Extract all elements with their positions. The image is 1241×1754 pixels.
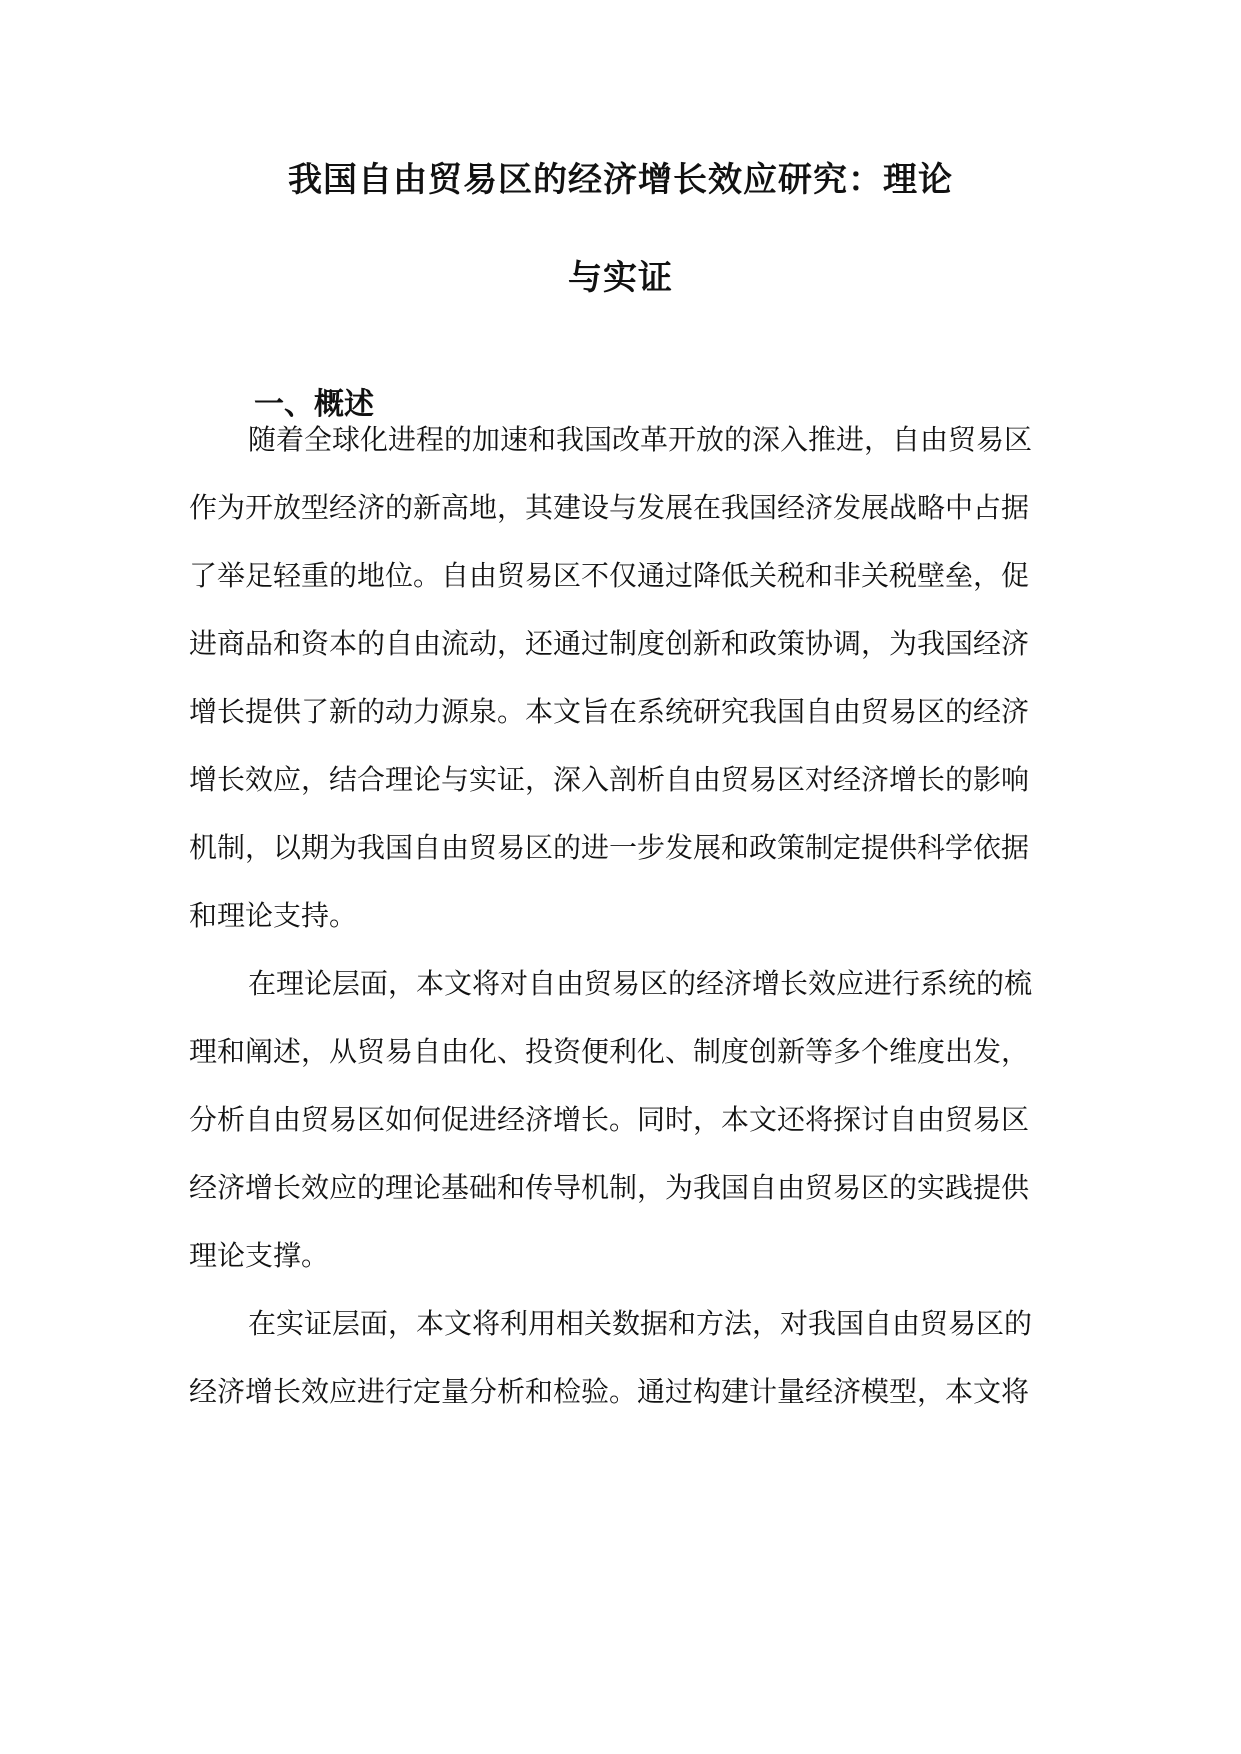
paragraph-line: 作为开放型经济的新高地，其建设与发展在我国经济发展战略中占据	[189, 491, 1030, 524]
paragraph-line: 理论支撑。	[189, 1239, 330, 1272]
section-heading-overview: 一、概述	[254, 387, 374, 422]
paragraph-line: 在理论层面，本文将对自由贸易区的经济增长效应进行系统的梳	[248, 967, 1033, 1000]
paragraph-line: 经济增长效应的理论基础和传导机制，为我国自由贸易区的实践提供	[189, 1171, 1030, 1204]
document-title-line-2: 与实证	[568, 258, 673, 298]
paragraph-line: 增长提供了新的动力源泉。本文旨在系统研究我国自由贸易区的经济	[189, 695, 1030, 728]
paragraph-line: 机制，以期为我国自由贸易区的进一步发展和政策制定提供科学依据	[189, 831, 1030, 864]
paragraph-line: 随着全球化进程的加速和我国改革开放的深入推进，自由贸易区	[248, 423, 1033, 456]
paragraph-line: 理和阐述，从贸易自由化、投资便利化、制度创新等多个维度出发，	[189, 1035, 1030, 1068]
paragraph-line: 经济增长效应进行定量分析和检验。通过构建计量经济模型，本文将	[189, 1375, 1030, 1408]
paragraph-line: 在实证层面，本文将利用相关数据和方法，对我国自由贸易区的	[248, 1307, 1033, 1340]
paragraph-line: 分析自由贸易区如何促进经济增长。同时，本文还将探讨自由贸易区	[189, 1103, 1030, 1136]
paragraph-line: 增长效应，结合理论与实证，深入剖析自由贸易区对经济增长的影响	[189, 763, 1030, 796]
paragraph-line: 了举足轻重的地位。自由贸易区不仅通过降低关税和非关税壁垒，促	[189, 559, 1030, 592]
paragraph-line: 和理论支持。	[189, 899, 358, 932]
paragraph-line: 进商品和资本的自由流动，还通过制度创新和政策协调，为我国经济	[189, 627, 1030, 660]
document-title-line-1: 我国自由贸易区的经济增长效应研究：理论	[288, 160, 953, 200]
